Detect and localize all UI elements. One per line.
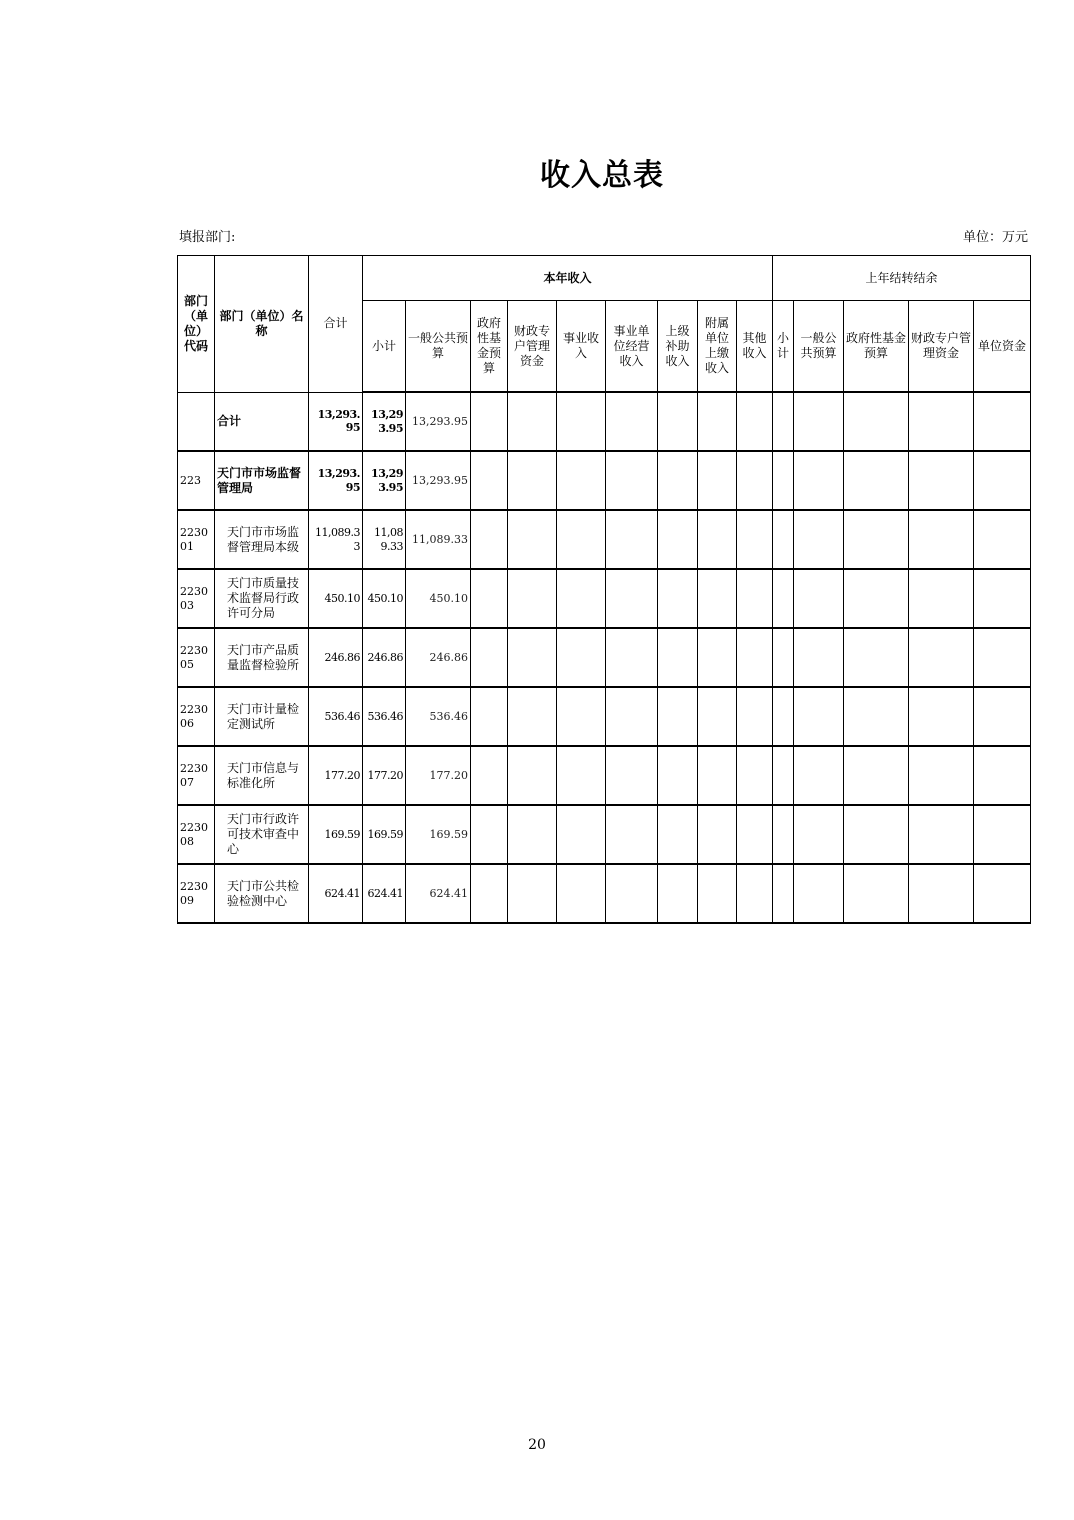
row-code: 223008 [178,805,215,864]
row-name: 天门市行政许可技术审查中心 [215,805,309,864]
row-name: 天门市产品质量监督检验所 [215,628,309,687]
row-code: 223005 [178,628,215,687]
header-prev-general-budget: 一般公共预算 [794,301,844,393]
header-cur-superior-subsidy: 上级补助收入 [658,301,698,393]
row-name: 天门市市场监督管理局 [215,451,309,510]
table-row [178,746,1031,805]
table-row [178,628,1031,687]
table-row [178,451,1031,510]
row-code [178,392,215,451]
row-code: 223003 [178,569,215,628]
row-general-budget: 169.59 [406,805,471,864]
table-row [178,510,1031,569]
row-general-budget: 13,293.95 [406,451,471,510]
row-code: 223006 [178,687,215,746]
row-general-budget: 536.46 [406,687,471,746]
row-subtotal: 169.59 [363,805,406,864]
row-code: 223007 [178,746,215,805]
row-name: 天门市信息与标准化所 [215,746,309,805]
header-cur-operating-income: 事业单位经营收入 [606,301,658,393]
row-general-budget: 450.10 [406,569,471,628]
row-general-budget: 246.86 [406,628,471,687]
row-subtotal: 177.20 [363,746,406,805]
header-current-year: 本年收入 [363,256,773,301]
row-total: 624.41 [309,864,363,923]
header-total: 合计 [309,256,363,393]
row-code: 223009 [178,864,215,923]
row-total: 13,293.95 [309,451,363,510]
row-code: 223001 [178,510,215,569]
row-total: 536.46 [309,687,363,746]
row-general-budget: 11,089.33 [406,510,471,569]
row-name: 天门市市场监督管理局本级 [215,510,309,569]
header-prev-year: 上年结转结余 [773,256,1031,301]
header-cur-other-income: 其他收入 [737,301,773,393]
header-cur-affiliate-remit: 附属单位上缴收入 [698,301,737,393]
table-row [178,864,1031,923]
row-subtotal: 450.10 [363,569,406,628]
unit-label: 单位：万元 [962,230,1028,245]
header-cur-subtotal: 小计 [363,301,406,393]
row-total: 13,293.95 [309,392,363,451]
row-total: 246.86 [309,628,363,687]
row-total: 11,089.33 [309,510,363,569]
row-name: 天门市计量检定测试所 [215,687,309,746]
row-total: 450.10 [309,569,363,628]
header-cur-gov-fund: 政府性基金预算 [471,301,508,393]
row-general-budget: 13,293.95 [406,392,471,451]
header-cur-business-income: 事业收入 [557,301,606,393]
row-subtotal: 13,293.95 [363,392,406,451]
row-subtotal: 536.46 [363,687,406,746]
fill-dept-label: 填报部门: [179,230,236,245]
row-name: 合计 [215,392,309,451]
header-prev-gov-fund: 政府性基金预算 [844,301,909,393]
income-summary-table [177,255,1031,924]
row-total: 177.20 [309,746,363,805]
row-subtotal: 246.86 [363,628,406,687]
page-title: 收入总表 [540,158,664,193]
header-prev-subtotal: 小计 [773,301,794,393]
row-general-budget: 177.20 [406,746,471,805]
header-cur-general-budget: 一般公共预算 [406,301,471,393]
row-subtotal: 11,089.33 [363,510,406,569]
row-total: 169.59 [309,805,363,864]
table-row [178,805,1031,864]
row-name: 天门市质量技术监督局行政许可分局 [215,569,309,628]
row-name: 天门市公共检验检测中心 [215,864,309,923]
table-row [178,569,1031,628]
header-name: 部门（单位）名称 [215,256,309,393]
page-number: 20 [528,1437,546,1453]
header-prev-fiscal-account: 财政专户管理资金 [909,301,974,393]
table-row [178,687,1031,746]
header-prev-unit-funds: 单位资金 [974,301,1031,393]
header-code: 部门（单位）代码 [178,256,215,393]
row-general-budget: 624.41 [406,864,471,923]
row-subtotal: 624.41 [363,864,406,923]
row-code: 223 [178,451,215,510]
table-row-total [178,392,1031,451]
row-subtotal: 13,293.95 [363,451,406,510]
header-cur-fiscal-account: 财政专户管理资金 [508,301,557,393]
